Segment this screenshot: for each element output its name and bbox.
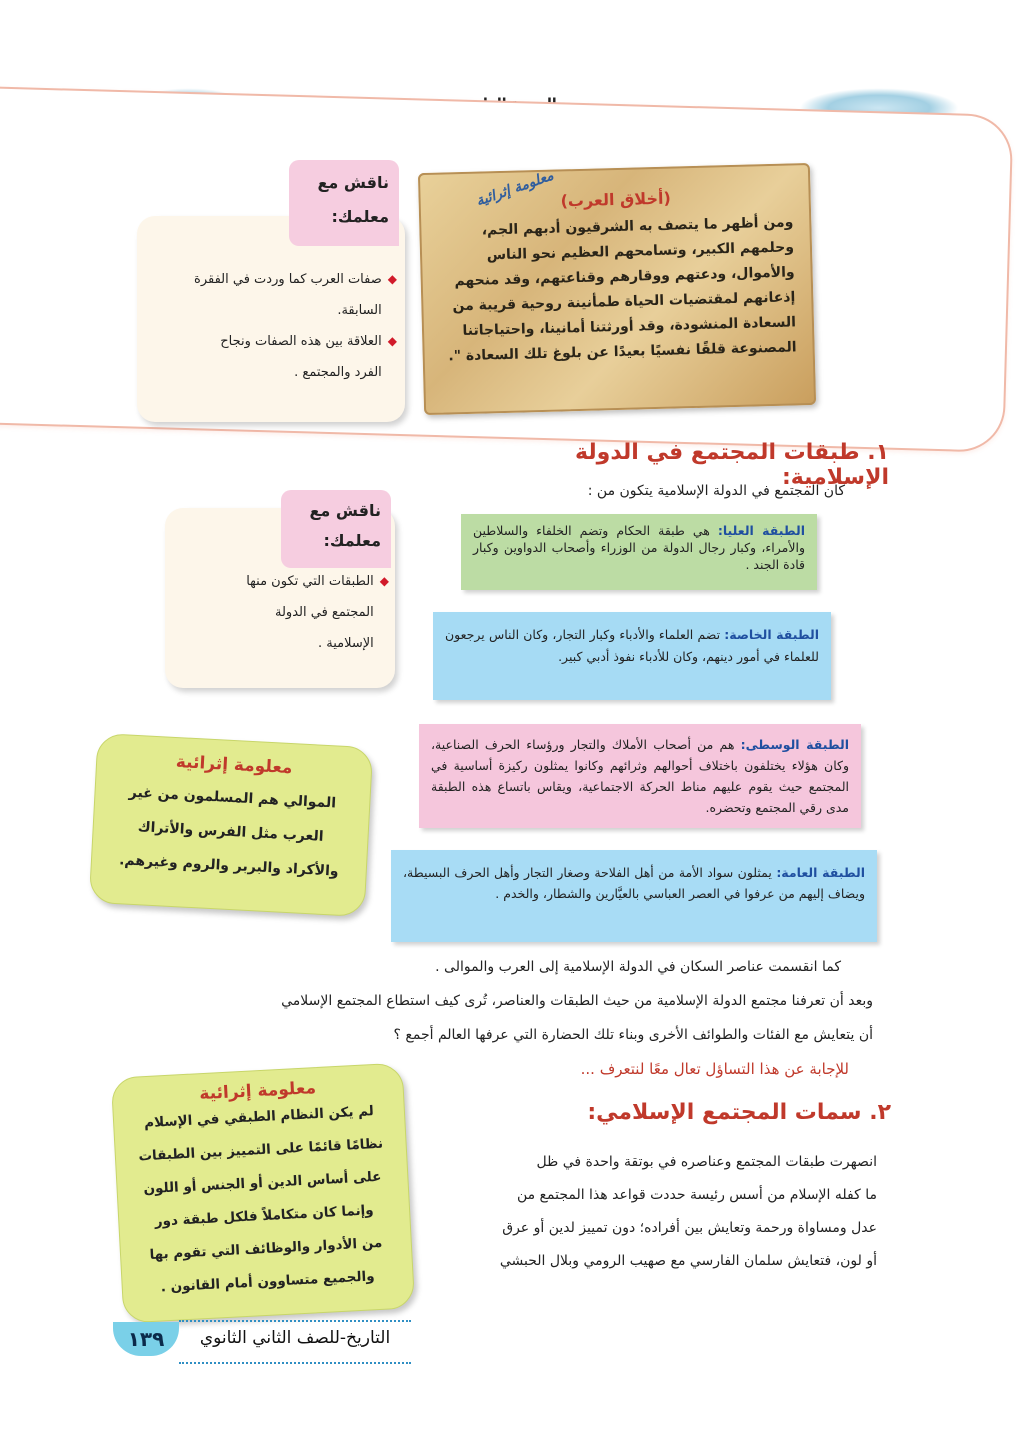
note-line: والجميع متساوون أمام القانون . <box>161 1268 376 1296</box>
enrichment-title: (أخلاق العرب) <box>561 188 672 211</box>
bullet-text <box>247 566 375 659</box>
class-text: هي طبقة الحكام وتضم الخلفاء والسلاطين والأمراء، وكبار رجال الدولة من الوزراء وأصحاب الدواوين وكبار قادة الجند . <box>474 523 806 572</box>
discuss-tag-1 <box>290 160 400 246</box>
enrichment-mawali <box>90 733 375 917</box>
class-text: تضم العلماء والأدباء وكبار التجار، وكان الناس يرجعون للعلماء في أمور دينهم، وكان للأدباء نفوذ أدبي كبير. <box>446 627 820 664</box>
diamond-bullet-icon: ◆ <box>388 272 398 286</box>
paragraph-2: وبعد أن تعرفنا مجتمع الدولة الإسلامية من حيث الطبقات والعناصر، تُرى كيف استطاع المجتمع الإسلامي <box>282 993 874 1009</box>
discuss-tag-line: معلمك: <box>324 531 382 550</box>
enrichment-line: والأموال، ودعتهم ووقارهم وقناعتهم، وقد منحهم <box>455 264 796 290</box>
section-2-body <box>432 1146 878 1278</box>
section-2-line: انصهرت طبقات المجتمع وعناصره في بوتقة واحدة في ظل <box>537 1154 878 1170</box>
section-2-heading: ٢. سمات المجتمع الإسلامي: <box>588 1100 892 1125</box>
note-line: نظامًا قائمًا على التمييز بين الطبقات <box>139 1135 385 1165</box>
note-line: لم يكن النظام الطبقي في الإسلام <box>144 1103 376 1132</box>
bullet-line: صفات العرب كما وردت في الفقرة <box>195 272 383 287</box>
footer-dots-bottom <box>180 1362 412 1364</box>
class-label: الطبقة العامة: <box>777 865 866 880</box>
class-box-common <box>392 850 878 942</box>
note-line: على أساس الدين أو الجنس أو اللون <box>144 1168 383 1198</box>
note-line: من الأدوار والوظائف التي تقوم بها <box>150 1234 384 1264</box>
bullet-line: المجتمع في الدولة <box>276 605 375 620</box>
section-2-line: ما كفله الإسلام من أسس رئيسة حددت قواعد هذا المجتمع من <box>517 1187 878 1203</box>
bullet-line: العلاقة بين هذه الصفات ونجاح <box>221 334 383 349</box>
class-label: الطبقة الخاصة: <box>725 627 820 642</box>
discuss-list-1 <box>146 264 398 388</box>
enrichment-class-system-body <box>130 1094 398 1305</box>
bullet-text <box>195 264 383 326</box>
enrichment-mawali-body <box>110 775 353 889</box>
class-box-middle <box>420 724 862 828</box>
enrichment-line: وحلمهم الكبير، وتسامحهم العظيم نحو الناس <box>487 239 796 264</box>
discuss-tag-line: ناقش مع <box>310 501 382 520</box>
paragraph-1: كما انقسمت عناصر السكان في الدولة الإسلامية إلى العرب والموالى . <box>436 959 842 975</box>
section-1-intro: كان المجتمع في الدولة الإسلامية يتكون من : <box>588 483 846 499</box>
section-2-line: عدل ومساواة ورحمة وتعايش بين أفراده؛ دون تمييز لدين أو عرق <box>503 1220 878 1236</box>
class-label: الطبقة العليا: <box>718 523 806 538</box>
footer-dots-top <box>180 1320 412 1322</box>
class-text: هم من أصحاب الأملاك والتجار ورؤساء الحرف الصناعية، وكان هؤلاء يختلفون باختلاف أحوالهم وثرائهم وكانوا يمثلون ركيزة أساسية في المجتمع حيث يقوم عليهم مناط الحركة الاجتماعية، ويقاس باتساع هذه الطبقة مدى رقي المجتمع وتحضره. <box>432 737 850 815</box>
enrichment-line: إذعانهم لمقتضيات الحياة طمأنينة روحية قريبة من <box>453 289 797 315</box>
class-label: الطبقة الوسطى: <box>741 737 850 752</box>
discuss-tag-2 <box>282 490 392 568</box>
enrichment-line: ومن أظهر ما يتصف به الشرقيون أدبهم الجم، <box>482 214 795 239</box>
enrichment-body <box>440 210 798 369</box>
bullet-line: الطبقات التي تكون منها <box>247 574 375 589</box>
discuss-tag-line: ناقش مع <box>318 173 390 192</box>
discuss-bullet <box>146 326 398 388</box>
section-2-line: أو لون، فتعايش سلمان الفارسي مع صهيب الرومي وبلال الحبشي <box>500 1253 878 1269</box>
call-to-action: للإجابة عن هذا التساؤل تعال معًا لنتعرف ... <box>581 1060 850 1078</box>
diamond-bullet-icon: ◆ <box>380 574 390 588</box>
discuss-list-2 <box>176 566 390 659</box>
enrichment-parchment <box>419 163 817 415</box>
class-box-elite <box>434 612 832 700</box>
bullet-text <box>221 326 383 388</box>
class-text: يمثلون سواد الأمة من أهل الفلاحة وصغار التجار وأهل الحرف البسيطة، ويضاف إليهم من عرفوا في العصر العباسي بالعيَّارين والشطار، والخدم . <box>404 865 866 901</box>
note-line: العرب مثل الفرس والأتراك <box>138 819 325 845</box>
book-title: التاريخ-للصف الثاني الثانوي <box>200 1328 392 1348</box>
note-line: الموالي هم المسلمون من غير <box>129 784 338 812</box>
discuss-bullet <box>176 566 390 659</box>
bullet-line: السابقة. <box>338 303 383 318</box>
section-1-heading: ١. طبقات المجتمع في الدولة الإسلامية: <box>576 440 890 490</box>
diamond-bullet-icon: ◆ <box>388 334 398 348</box>
class-box-upper <box>462 514 818 590</box>
discuss-tag-line: معلمك: <box>332 207 390 226</box>
page-number: ١٣٩ <box>114 1322 180 1356</box>
discuss-bullet <box>146 264 398 326</box>
enrichment-mawali-title: معلومة إثرائية <box>176 752 294 779</box>
enrichment-class-system-title: معلومة إثرائية <box>199 1078 318 1105</box>
paragraph-3: أن يتعايش مع الفئات والطوائف الأخرى وبناء تلك الحضارة التي عرفها العالم أجمع ؟ <box>394 1027 874 1043</box>
note-line: وإنما كان متكاملاً فلكل طبقة دور <box>155 1202 375 1230</box>
enrichment-class-system <box>112 1063 416 1324</box>
bullet-line: الإسلامية . <box>318 636 375 651</box>
note-line: والأكراد والبربر والروم وغيرهم. <box>119 852 340 880</box>
bullet-line: الفرد والمجتمع . <box>295 365 383 380</box>
enrichment-tag: معلومة إثرائية <box>474 167 557 210</box>
enrichment-line: السعادة المنشودة، وقد أورثتنا أمانينا، واحتياجاتنا <box>463 314 798 340</box>
enrichment-line: المصنوعة قلقًا نفسيًا بعيدًا عن بلوغ تلك السعادة ". <box>449 339 798 365</box>
